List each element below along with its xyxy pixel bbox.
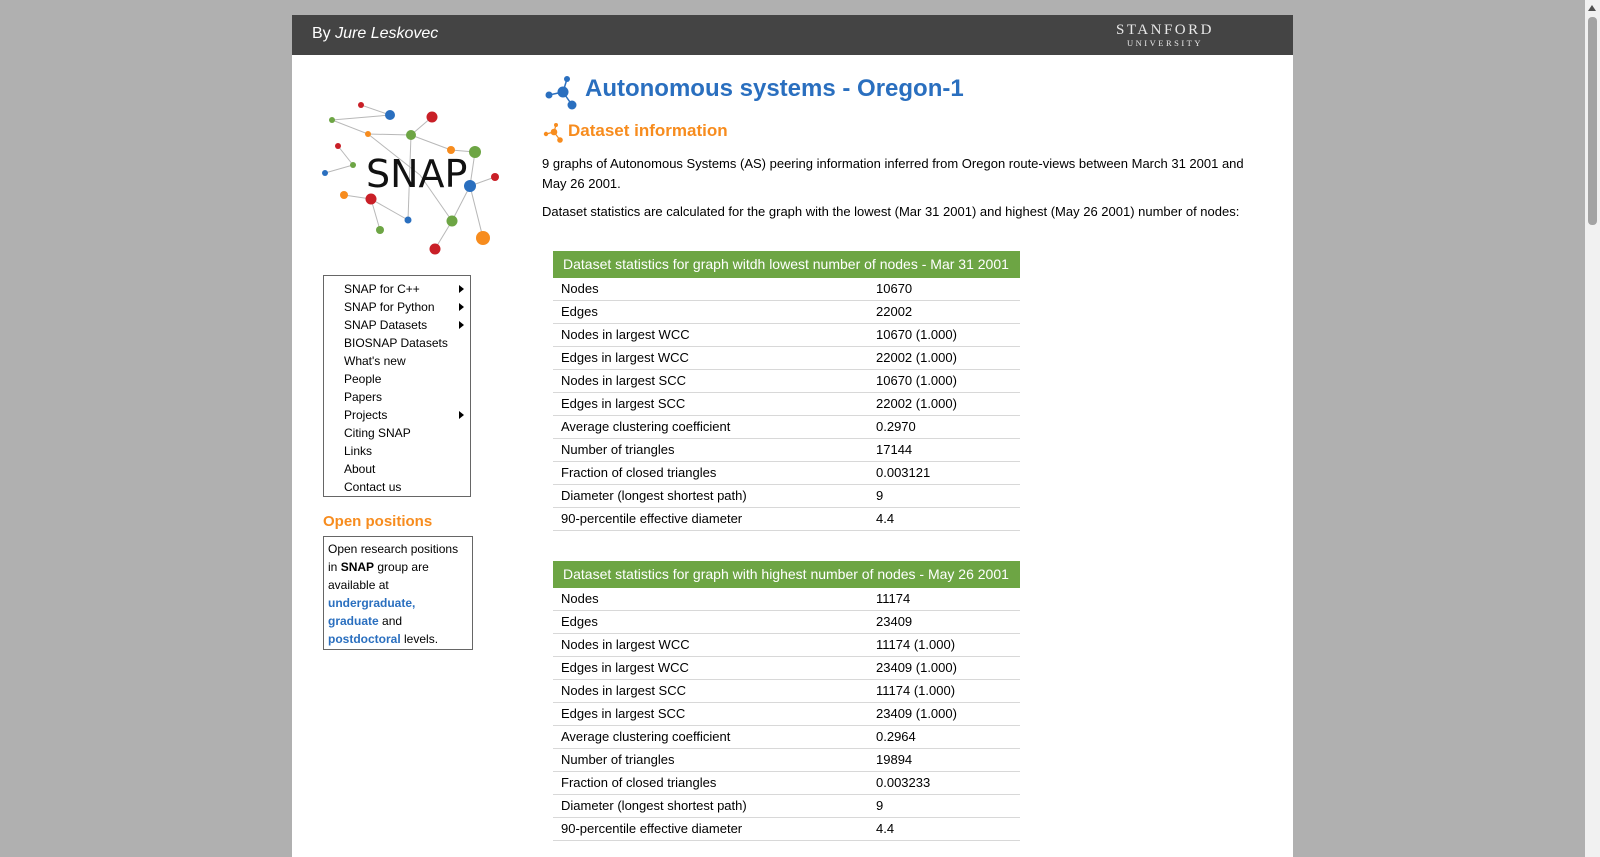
menu-item-label: What's new (344, 354, 406, 368)
stat-value: 23409 (876, 614, 913, 629)
stats-note: Dataset statistics are calculated for the graph with the lowest (Mar 31 2001) and highest (May 26 2001) number of nodes: (542, 204, 1240, 219)
stat-value: 10670 (1.000) (876, 327, 957, 342)
levels-text: levels. (404, 632, 439, 646)
menu-item[interactable] (324, 388, 470, 406)
stat-label: Average clustering coefficient (561, 729, 731, 744)
menu-item[interactable] (324, 478, 470, 496)
vertical-scrollbar[interactable] (1585, 0, 1600, 857)
submenu-arrow-icon (459, 321, 464, 329)
stat-value: 11174 (876, 591, 911, 606)
table-row (553, 703, 1020, 726)
stat-label: Edges in largest WCC (561, 350, 689, 365)
stat-value: 0.003121 (876, 465, 931, 480)
open-positions-title: Open positions (323, 513, 433, 530)
table-row (553, 439, 1020, 462)
open-positions-text: Open research positions in (328, 542, 459, 574)
table-row (553, 657, 1020, 680)
menu-item-label: Projects (344, 408, 388, 422)
scrollbar-thumb[interactable] (1588, 17, 1597, 225)
table-row (553, 749, 1020, 772)
menu-item[interactable] (324, 424, 470, 442)
table-row (553, 462, 1020, 485)
postdoctoral-link[interactable]: postdoctoral (328, 632, 401, 646)
snap-logo[interactable] (320, 75, 510, 255)
menu-item[interactable] (324, 442, 470, 460)
menu-item-label: SNAP for C++ (344, 282, 420, 296)
stat-label: Average clustering coefficient (561, 419, 731, 434)
table-row (553, 508, 1020, 531)
stat-value: 22002 (876, 304, 913, 319)
stat-label: Nodes in largest WCC (561, 637, 690, 652)
stat-label: Diameter (longest shortest path) (561, 488, 747, 503)
author-link[interactable]: Jure Leskovec (335, 25, 439, 42)
menu-item[interactable] (324, 316, 470, 334)
stat-label: Nodes in largest SCC (561, 683, 686, 698)
stat-value: 9 (876, 488, 884, 503)
dataset-description: 9 graphs of Autonomous Systems (AS) peering information inferred from Oregon route-views between March 31 2001 and May 26 2001. (542, 156, 1244, 191)
menu-item-label: BIOSNAP Datasets (344, 336, 448, 350)
menu-item[interactable] (324, 280, 470, 298)
table-row (553, 726, 1020, 749)
table-row (553, 347, 1020, 370)
menu-item-label: About (344, 462, 376, 476)
menu-item[interactable] (324, 370, 470, 388)
menu-item[interactable] (324, 460, 470, 478)
table-row (553, 324, 1020, 347)
stat-label: Nodes (561, 281, 599, 296)
stat-label: Nodes in largest SCC (561, 373, 686, 388)
table-row (553, 485, 1020, 508)
stat-label: Edges in largest SCC (561, 396, 686, 411)
stat-value: 23409 (1.000) (876, 660, 957, 675)
stat-label: Fraction of closed triangles (561, 465, 717, 480)
top-bar (292, 15, 1293, 55)
stat-value: 10670 (1.000) (876, 373, 957, 388)
stats-table (553, 251, 1020, 531)
table-row (553, 416, 1020, 439)
stat-value: 0.2964 (876, 729, 916, 744)
table-row (553, 301, 1020, 324)
stat-value: 22002 (1.000) (876, 396, 957, 411)
table-row (553, 588, 1020, 611)
page (292, 15, 1293, 857)
submenu-arrow-icon (459, 285, 464, 293)
menu-item-label: Contact us (344, 480, 402, 494)
stat-label: Nodes in largest WCC (561, 327, 690, 342)
table-row (553, 818, 1020, 841)
menu-item-label: Links (344, 444, 373, 458)
stanford-name: STANFORD (1116, 22, 1214, 38)
table-row (553, 634, 1020, 657)
undergraduate-link[interactable]: undergraduate, (328, 596, 416, 610)
menu-item-label: Citing SNAP (344, 426, 411, 440)
stat-label: Fraction of closed triangles (561, 775, 717, 790)
stanford-logo[interactable] (1105, 22, 1225, 48)
stat-label: Nodes (561, 591, 599, 606)
stat-value: 9 (876, 798, 884, 813)
stat-value: 10670 (876, 281, 913, 296)
stat-value: 0.2970 (876, 419, 916, 434)
stat-value: 17144 (876, 442, 913, 457)
table-row (553, 680, 1020, 703)
scroll-up-arrow-icon[interactable] (1588, 5, 1596, 11)
menu-item[interactable] (324, 406, 470, 424)
network-nodes-icon (542, 75, 578, 111)
byline (312, 25, 438, 43)
submenu-arrow-icon (459, 411, 464, 419)
stat-value: 4.4 (876, 821, 895, 836)
and-text: and (382, 614, 403, 628)
stat-label: Edges (561, 304, 598, 319)
open-positions-text-2: group are available at (328, 560, 429, 592)
table-row (553, 772, 1020, 795)
stat-label: Edges in largest WCC (561, 660, 689, 675)
menu-item[interactable] (324, 334, 470, 352)
stats-table (553, 561, 1020, 841)
stat-value: 11174 (1.000) (876, 683, 956, 698)
menu-item-label: SNAP for Python (344, 300, 435, 314)
stat-value: 22002 (1.000) (876, 350, 957, 365)
stats-table-header: Dataset statistics for graph witdh lowest number of nodes - Mar 31 2001 (553, 251, 1020, 278)
stat-label: 90-percentile effective diameter (561, 821, 743, 836)
menu-item[interactable] (324, 298, 470, 316)
snap-logo-text: SNAP (366, 152, 468, 196)
stat-label: Edges (561, 614, 598, 629)
menu-item[interactable] (324, 352, 470, 370)
stat-value: 4.4 (876, 511, 895, 526)
stat-label: Number of triangles (561, 442, 675, 457)
page-title: Autonomous systems - Oregon-1 (585, 75, 964, 102)
section-title: Dataset information (568, 121, 728, 140)
stanford-sub: UNIVERSITY (1127, 38, 1203, 48)
stat-label: 90-percentile effective diameter (561, 511, 743, 526)
stats-table-header: Dataset statistics for graph with highest number of nodes - May 26 2001 (553, 561, 1020, 588)
open-positions-box (323, 536, 473, 650)
stat-value: 0.003233 (876, 775, 931, 790)
network-nodes-icon (542, 122, 564, 144)
table-row (553, 370, 1020, 393)
menu-item-label: People (344, 372, 382, 386)
table-row (553, 611, 1020, 634)
menu-item-label: Papers (344, 390, 383, 404)
stat-label: Edges in largest SCC (561, 706, 686, 721)
stat-value: 11174 (1.000) (876, 637, 956, 652)
stat-label: Number of triangles (561, 752, 675, 767)
submenu-arrow-icon (459, 303, 464, 311)
stat-value: 23409 (1.000) (876, 706, 957, 721)
table-row (553, 393, 1020, 416)
side-menu (323, 275, 471, 497)
stat-label: Diameter (longest shortest path) (561, 798, 747, 813)
table-row (553, 278, 1020, 301)
byline-prefix: By (312, 25, 331, 42)
graduate-link[interactable]: graduate (328, 614, 379, 628)
snap-bold: SNAP (340, 560, 375, 574)
stat-value: 19894 (876, 752, 913, 767)
table-row (553, 795, 1020, 818)
menu-item-label: SNAP Datasets (344, 318, 428, 332)
